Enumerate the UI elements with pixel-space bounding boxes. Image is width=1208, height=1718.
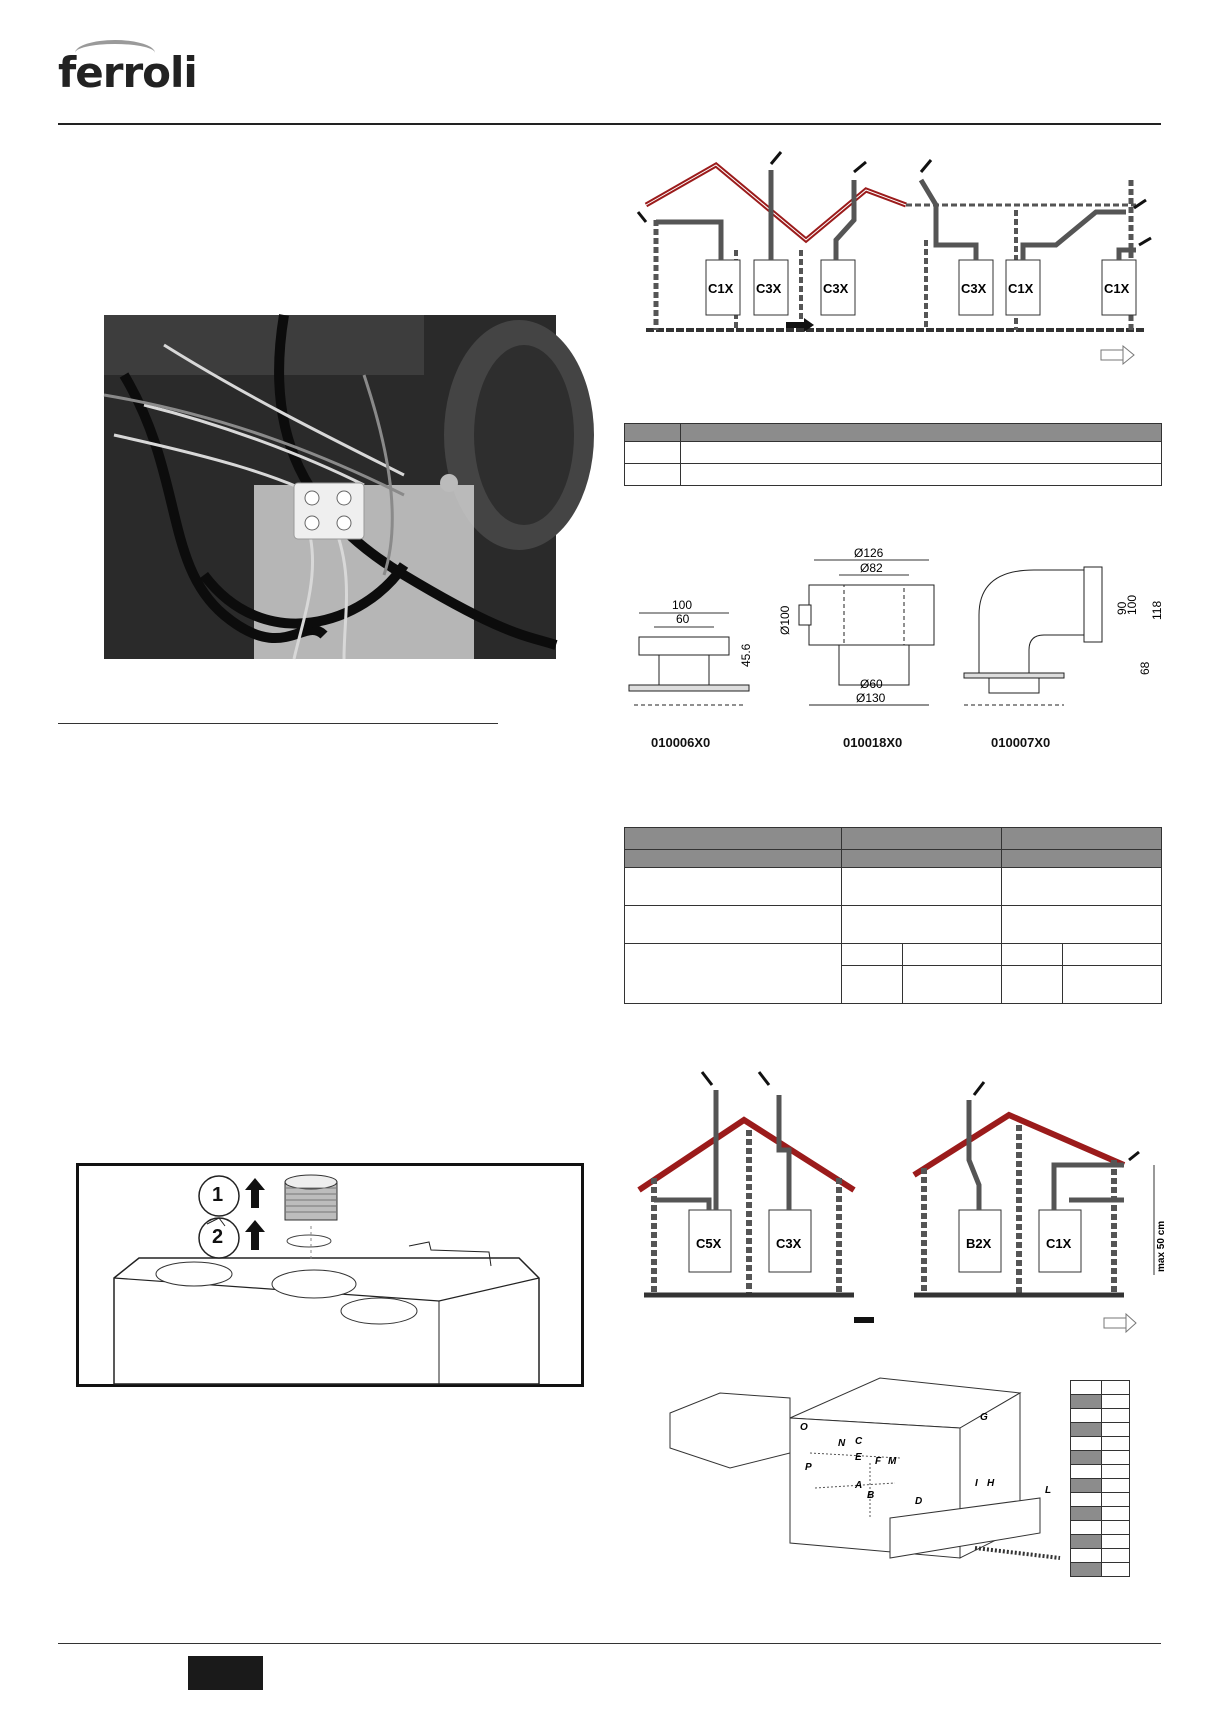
- dim-label: 90: [1115, 601, 1129, 615]
- clearance-letter: A: [855, 1480, 863, 1491]
- dim-label: 118: [1150, 600, 1164, 620]
- part-code: 010007X0: [991, 735, 1051, 750]
- flue-diagram-2: [624, 1060, 1167, 1340]
- wiring-photo: [104, 315, 556, 659]
- clearance-letter: L: [1045, 1485, 1052, 1496]
- header-rule: [58, 123, 1161, 125]
- flue-label: C1X: [708, 281, 734, 296]
- clearance-letter: P: [805, 1462, 812, 1473]
- flue-label: C1X: [1046, 1236, 1072, 1251]
- flue-label: C3X: [961, 281, 987, 296]
- step-2-label: 2: [212, 1226, 224, 1248]
- step-1-label: 1: [212, 1184, 224, 1206]
- clearance-letter: N: [838, 1438, 846, 1449]
- clearance-letter: D: [915, 1496, 923, 1507]
- clearance-letter: H: [987, 1478, 995, 1489]
- dim-label: Ø100: [778, 605, 792, 635]
- dim-label: Ø126: [854, 546, 884, 560]
- clearance-letter: C: [855, 1436, 863, 1447]
- footer-rule: [58, 1643, 1161, 1644]
- max-distance-note: max 50 cm: [1156, 1220, 1167, 1272]
- dim-label: Ø60: [860, 677, 883, 691]
- fitting-illustration: [76, 1163, 584, 1387]
- flue-label: C3X: [756, 281, 782, 296]
- outlet-parts-drawing: [624, 545, 1164, 745]
- flue-label: C5X: [696, 1236, 722, 1251]
- dim-label: 100: [1125, 594, 1139, 615]
- flue-label: B2X: [966, 1236, 992, 1251]
- part-code: 010006X0: [651, 735, 711, 750]
- distance-table: [1070, 1380, 1130, 1577]
- dim-label: 60: [676, 612, 690, 626]
- clearance-letter: O: [800, 1422, 808, 1433]
- page-number-box: [188, 1656, 263, 1690]
- flue-diagram-1: [636, 150, 1156, 380]
- part-code: 010018X0: [843, 735, 903, 750]
- dim-label: 45.6: [739, 643, 753, 667]
- table-1: [624, 423, 1162, 486]
- flue-label: C1X: [1104, 281, 1130, 296]
- dim-label: Ø130: [856, 691, 886, 705]
- clearance-letter: I: [975, 1478, 978, 1489]
- clearance-letter: G: [980, 1412, 988, 1423]
- clearance-letter: F: [875, 1456, 882, 1467]
- clearance-letter: E: [855, 1452, 862, 1463]
- flue-label: C3X: [823, 281, 849, 296]
- building-drawing: [660, 1368, 1080, 1578]
- dim-label: 68: [1138, 661, 1152, 675]
- section-separator: [58, 723, 498, 724]
- brand-logo: ferroli: [58, 48, 197, 97]
- table-2: [624, 827, 1162, 1004]
- flue-label: C1X: [1008, 281, 1034, 296]
- flue-label: C3X: [776, 1236, 802, 1251]
- clearance-letter: B: [867, 1490, 875, 1501]
- dim-label: Ø82: [860, 561, 883, 575]
- dim-label: 100: [672, 598, 693, 612]
- clearance-letter: M: [888, 1456, 897, 1467]
